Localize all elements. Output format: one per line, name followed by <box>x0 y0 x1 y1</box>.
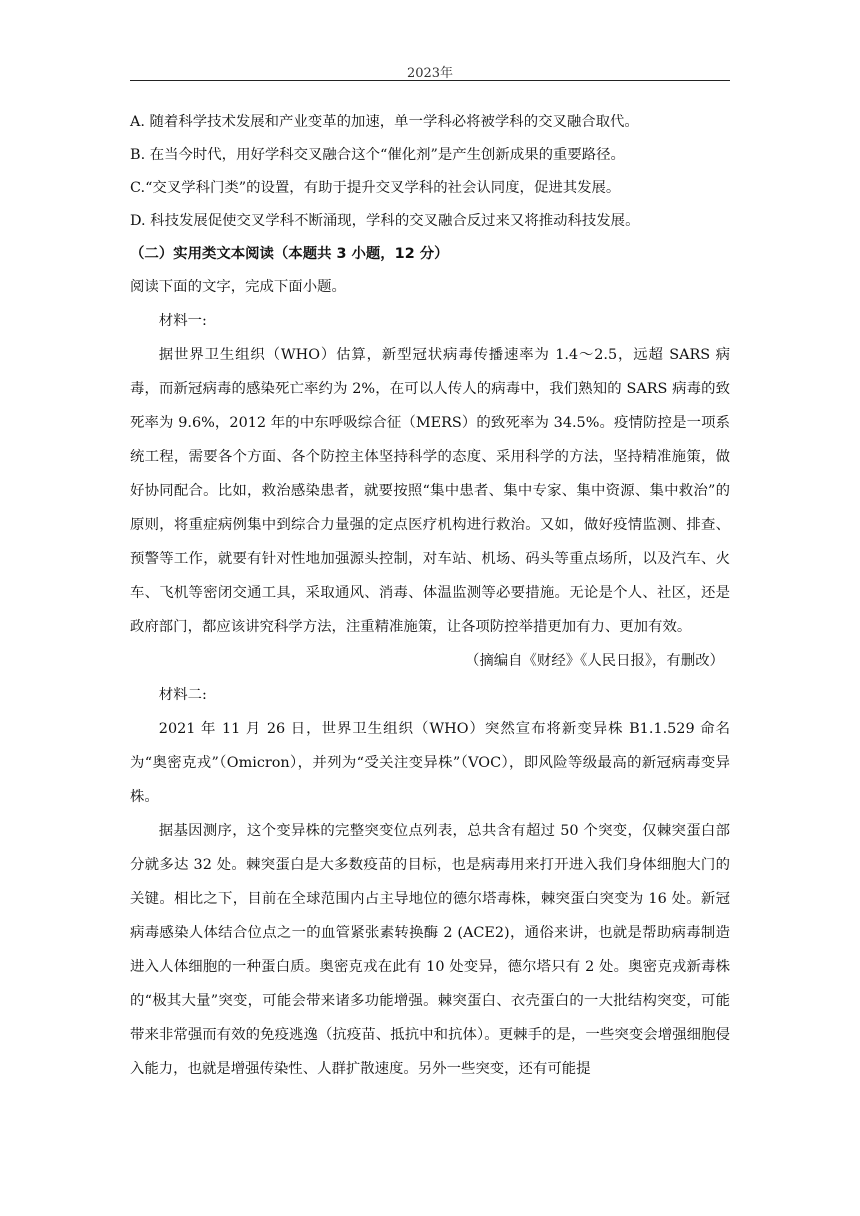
section-title: （二）实用类文本阅读（本题共 3 小题，12 分） <box>130 246 449 262</box>
option-a: A. 随着科学技术发展和产业变革的加速，单一学科必将被学科的交叉融合取代。 <box>130 114 639 130</box>
page-header-year: 2023年 <box>406 66 454 81</box>
header-divider <box>130 80 730 81</box>
material-1-label: 材料一: <box>158 313 207 329</box>
document-content <box>130 106 730 1086</box>
material-2-paragraph: 2021 年 11 月 26 日，世界卫生组织（WHO）突然宣布将新变异株 B1.1.529 命名为“奥密克戎”（Omicron），并列为“受关注变异株”（VOC），即风险等级最高的新冠病毒变异株。 <box>130 721 730 805</box>
option-c: C.“交叉学科门类”的设置，有助于提升交叉学科的社会认同度，促进其发展。 <box>130 180 621 196</box>
material-2-paragraph: 据基因测序，这个变异株的完整突变位点列表，总共含有超过 50 个突变，仅棘突蛋白部分就多达 32 处。棘突蛋白是大多数疫苗的目标，也是病毒用来打开进入我们身体细胞大门的关键。相比之下，目前在全球范围内占主导地位的德尔塔毒株，棘突蛋白突变为 16 处。新冠病毒感染人体结合位点之一的血管紧张素转换酶 2 (ACE2)，通俗来讲，也就是帮助病毒制造进入人体细胞的一种蛋白质。奥密克戎在此有 10 处变异，德尔塔只有 2 处。奥密克戎新毒株的“极其大量”突变，可能会带来诸多功能增强。棘突蛋白、衣壳蛋白的一大批结构突变，可能带来非常强而有效的免疫逃逸（抗疫苗、抵抗中和抗体）。更棘手的是，一些突变会增强细胞侵入能力，也就是增强传染性、人群扩散速度。另外一些突变，还有可能提 <box>130 823 730 1077</box>
option-d: D. 科技发展促使交叉学科不断涌现，学科的交叉融合反过来又将推动科技发展。 <box>130 213 640 229</box>
section-instruction: 阅读下面的文字，完成下面小题。 <box>130 279 346 295</box>
material-1-text: 据世界卫生组织（WHO）估算，新型冠状病毒传播速率为 1.4～2.5，远超 SARS 病毒，而新冠病毒的感染死亡率约为 2%，在可以人传人的病毒中，我们熟知的 SARS 病毒的致死率为 9.6%，2012 年的中东呼吸综合征（MERS）的致死率为 34.5%。疫情防控是一项系统工程，需要各个方面、各个防控主体坚持科学的态度、采用科学的方法，坚持精准施策，做好协同配合。比如，救治感染患者，就要按照“集中患者、集中专家、集中资源、集中救治”的原则，将重症病例集中到综合力量强的定点医疗机构进行救治。又如，做好疫情监测、排查、预警等工作，就要有针对性地加强源头控制，对车站、机场、码头等重点场所，以及汽车、火车、飞机等密闭交通工具，采取通风、消毒、体温监测等必要措施。无论是个人、社区，还是政府部门，都应该讲究科学方法，注重精准施策，让各项防控举措更加有力、更加有效。 <box>130 347 730 635</box>
material-1-source: （摘编自《财经》《人民日报》，有删改） <box>464 653 724 669</box>
material-2-label: 材料二: <box>158 687 207 703</box>
option-b: B. 在当今时代，用好学科交叉融合这个“催化剂”是产生创新成果的重要路径。 <box>130 147 625 163</box>
